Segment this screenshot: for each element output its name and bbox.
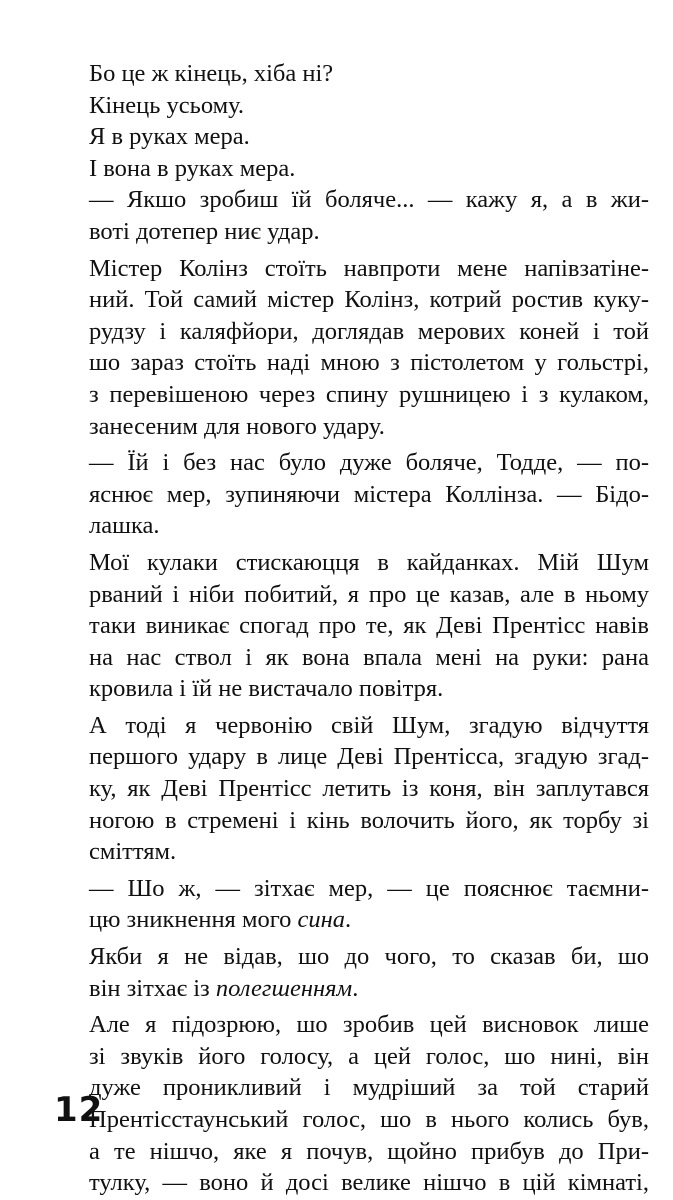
- text-line: рудзу і каляфйори, доглядав мерових коней і той: [89, 317, 649, 345]
- text-line: — Їй і без нас було дуже боляче, Тодде, — по-: [89, 449, 649, 477]
- text-line: яснює мер, зупиняючи містера Коллінза. — Бідо-: [89, 480, 649, 508]
- text-line: А тоді я червонію свій Шум, згадую відчуття: [89, 711, 649, 739]
- text-line: Мої кулаки стискаюцця в кайданках. Мій Шум: [89, 548, 649, 576]
- text-line: з перевішеною через спину рушницею і з кулаком,: [89, 380, 649, 408]
- text-line: лашка.: [89, 512, 160, 540]
- text-span: він зітхає із: [89, 974, 216, 1002]
- page-text: [89, 58, 649, 1199]
- text-line: тулку, — воно й досі велике нішчо в цій кімнаті,: [89, 1169, 649, 1197]
- text-line: Але я підозрюю, шо зробив цей висновок лише: [89, 1011, 649, 1039]
- text-line: Якби я не відав, шо до чого, то сказав би, шо: [89, 943, 649, 971]
- text-line: а те нішчо, яке я почув, щойно прибув до При-: [89, 1137, 649, 1165]
- text-line: шо зараз стоїть наді мною з пістолетом у гольстрі,: [89, 349, 649, 377]
- text-span: .: [345, 906, 352, 934]
- text-line: [89, 973, 649, 1005]
- text-line: на нас ствол і як вона впала мені на руки: рана: [89, 643, 649, 671]
- text-line: ний. Той самий містер Колінз, котрий ростив куку-: [89, 286, 649, 314]
- page-number: 12: [54, 1090, 104, 1130]
- text-line: зі звуків його голосу, а цей голос, шо нині, він: [89, 1042, 649, 1070]
- text-line: І вона в руках мера.: [89, 154, 296, 182]
- text-line: — Шо ж, — зітхає мер, — це пояснює таємни-: [89, 874, 649, 902]
- text-line: таки виникає спогад про те, як Деві Прентісс навів: [89, 612, 649, 640]
- text-line: Містер Колінз стоїть навпроти мене напівзатіне-: [89, 254, 649, 282]
- text-line: ку, як Деві Прентісс летить із коня, він заплутався: [89, 775, 649, 803]
- text-span: .: [352, 974, 359, 1002]
- text-line: сміттям.: [89, 838, 177, 866]
- text-line: Бо це ж кінець, хіба ні?: [89, 60, 334, 87]
- text-line: — Якшо зробиш їй боляче... — кажу я, а в жи-: [89, 186, 649, 214]
- italic-text: полегшенням: [215, 974, 353, 1002]
- text-line: Кінець усьому.: [89, 91, 245, 119]
- text-line: дуже проникливий і мудріший за той старий: [89, 1074, 649, 1102]
- italic-text: сина: [297, 906, 346, 934]
- text-line: ногою в стремені і кінь волочить його, як торбу зі: [89, 806, 649, 834]
- text-line: першого удару в лице Деві Прентісса, згадую згад-: [89, 743, 649, 771]
- text-span: цю зникнення мого: [89, 906, 298, 934]
- text-line: рваний і ніби побитий, я про це казав, але в ньому: [89, 580, 649, 608]
- text-line: Прентісстаунський голос, шо в нього колись був,: [89, 1106, 649, 1133]
- text-line: занесеним для нового удару.: [89, 412, 385, 440]
- text-line: воті дотепер ниє удар.: [89, 217, 320, 245]
- text-line: [89, 904, 649, 936]
- text-line: Я в руках мера.: [89, 123, 250, 151]
- text-line: кровила і їй не вистачало повітря.: [89, 675, 444, 703]
